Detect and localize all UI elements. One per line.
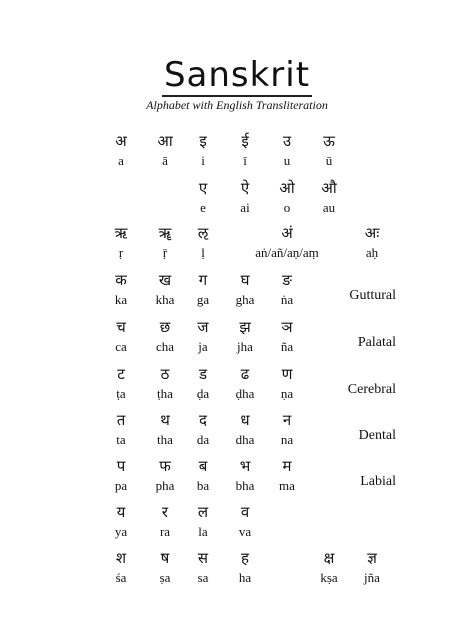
devanagari-letter: घ xyxy=(240,271,250,289)
row-category-label: Palatal xyxy=(357,335,396,350)
transliteration: ai xyxy=(240,200,250,215)
devanagari-letter: ह xyxy=(241,549,249,567)
transliteration: ja xyxy=(198,339,208,354)
transliteration: ha xyxy=(238,570,252,585)
devanagari-letter: त xyxy=(116,411,126,429)
transliteration: ḍa xyxy=(196,386,210,401)
devanagari-letter: छ xyxy=(159,318,171,336)
devanagari-letter: म xyxy=(282,457,292,475)
letter-cell xyxy=(259,456,315,495)
row-category-label: Dental xyxy=(358,428,396,443)
transliteration: sa xyxy=(197,570,209,585)
transliteration: ṣa xyxy=(159,570,171,585)
devanagari-letter: ब xyxy=(198,457,208,475)
transliteration: ā xyxy=(162,153,168,168)
devanagari-letter: फ xyxy=(159,457,171,475)
page-title xyxy=(0,55,474,95)
devanagari-letter: क्ष xyxy=(323,549,335,567)
devanagari-letter: प xyxy=(116,457,126,475)
devanagari-letter: द xyxy=(199,411,207,429)
devanagari-letter: उ xyxy=(282,132,292,150)
devanagari-letter: ञ xyxy=(281,318,293,336)
row-category-label: Labial xyxy=(360,474,396,489)
devanagari-letter: ट xyxy=(117,365,125,383)
transliteration: da xyxy=(196,432,210,447)
transliteration: aṅ/añ/aṇ/aṃ xyxy=(255,245,319,260)
transliteration: la xyxy=(198,524,208,539)
letter-cell xyxy=(217,502,273,541)
devanagari-letter: ज्ञ xyxy=(367,549,377,567)
letter-cell xyxy=(344,548,400,587)
devanagari-letter: च xyxy=(116,318,126,336)
transliteration: ba xyxy=(196,478,210,493)
letter-cell xyxy=(301,178,357,217)
devanagari-letter: ष xyxy=(160,549,170,567)
transliteration: pha xyxy=(155,478,175,493)
letter-cell xyxy=(175,223,231,262)
letter-cell xyxy=(344,223,400,262)
devanagari-letter: ऐ xyxy=(240,179,250,197)
letter-cell xyxy=(217,548,273,587)
devanagari-letter: औ xyxy=(321,179,337,197)
transliteration: ṭa xyxy=(116,386,126,401)
devanagari-letter: स xyxy=(197,549,209,567)
devanagari-letter: ख xyxy=(158,271,172,289)
transliteration: ta xyxy=(116,432,126,447)
transliteration: va xyxy=(238,524,252,539)
transliteration: ra xyxy=(159,524,171,539)
devanagari-letter: ढ xyxy=(240,365,250,383)
letter-cell xyxy=(259,410,315,449)
letter-cell xyxy=(259,317,315,356)
devanagari-letter: भ xyxy=(239,457,251,475)
devanagari-letter: ज xyxy=(197,318,209,336)
devanagari-letter: ङ xyxy=(282,271,292,289)
transliteration: ṭha xyxy=(157,386,173,401)
transliteration: dha xyxy=(235,432,255,447)
transliteration: ka xyxy=(114,292,128,307)
transliteration: na xyxy=(280,432,294,447)
devanagari-letter: अं xyxy=(281,224,293,242)
transliteration: ña xyxy=(280,339,294,354)
devanagari-letter: ल xyxy=(197,503,209,521)
transliteration: ṅa xyxy=(280,292,294,307)
devanagari-letter: आ xyxy=(157,132,173,150)
devanagari-letter: ध xyxy=(240,411,250,429)
row-category-label: Cerebral xyxy=(347,382,396,397)
devanagari-letter: थ xyxy=(160,411,170,429)
devanagari-letter: ठ xyxy=(160,365,170,383)
devanagari-letter: अः xyxy=(364,224,380,242)
transliteration: cha xyxy=(155,339,175,354)
devanagari-letter: इ xyxy=(199,132,207,150)
transliteration: tha xyxy=(157,432,173,447)
transliteration: ṇa xyxy=(280,386,294,401)
transliteration: ya xyxy=(114,524,128,539)
transliteration: śa xyxy=(115,570,127,585)
transliteration: ṛ xyxy=(118,245,124,260)
transliteration: ḷ xyxy=(201,245,205,260)
devanagari-letter: झ xyxy=(239,318,251,336)
devanagari-letter: र xyxy=(161,503,169,521)
page-subtitle: Alphabet with English Transliteration xyxy=(146,98,328,112)
devanagari-letter: क xyxy=(115,271,127,289)
devanagari-letter: ऋ xyxy=(114,224,128,242)
row-category-label: Guttural xyxy=(349,288,396,303)
transliteration: ḍha xyxy=(235,386,255,401)
devanagari-letter: य xyxy=(116,503,126,521)
devanagari-letter: ड xyxy=(198,365,208,383)
letter-cell xyxy=(259,270,315,309)
devanagari-letter: ऊ xyxy=(323,132,335,150)
devanagari-letter: व xyxy=(240,503,250,521)
transliteration: au xyxy=(322,200,336,215)
letter-cell xyxy=(301,131,357,170)
transliteration: e xyxy=(200,200,206,215)
devanagari-letter: ए xyxy=(198,179,208,197)
transliteration: kha xyxy=(155,292,175,307)
transliteration: ca xyxy=(115,339,127,354)
transliteration: o xyxy=(283,200,291,215)
letter-cell xyxy=(232,223,342,262)
transliteration: u xyxy=(283,153,291,168)
devanagari-letter: ॠ xyxy=(158,224,172,242)
transliteration: ga xyxy=(196,292,210,307)
transliteration: kṣa xyxy=(320,570,338,585)
letter-cell xyxy=(259,364,315,403)
transliteration: jña xyxy=(364,570,380,585)
transliteration: ma xyxy=(279,478,295,493)
transliteration: pa xyxy=(114,478,128,493)
page-title-text: Sanskrit xyxy=(163,55,311,95)
transliteration: ū xyxy=(325,153,333,168)
transliteration: i xyxy=(201,153,205,168)
transliteration: ī xyxy=(243,153,247,168)
transliteration: gha xyxy=(235,292,255,307)
transliteration: jha xyxy=(237,339,253,354)
transliteration: a xyxy=(118,153,124,168)
devanagari-letter: ग xyxy=(198,271,208,289)
devanagari-letter: ई xyxy=(241,132,249,150)
transliteration: ṝ xyxy=(162,245,168,260)
devanagari-letter: अ xyxy=(115,132,127,150)
transliteration: aḥ xyxy=(365,245,379,260)
devanagari-letter: ओ xyxy=(279,179,295,197)
devanagari-letter: ण xyxy=(281,365,293,383)
devanagari-letter: ऌ xyxy=(197,224,209,242)
devanagari-letter: न xyxy=(282,411,292,429)
devanagari-letter: श xyxy=(115,549,127,567)
transliteration: bha xyxy=(235,478,255,493)
